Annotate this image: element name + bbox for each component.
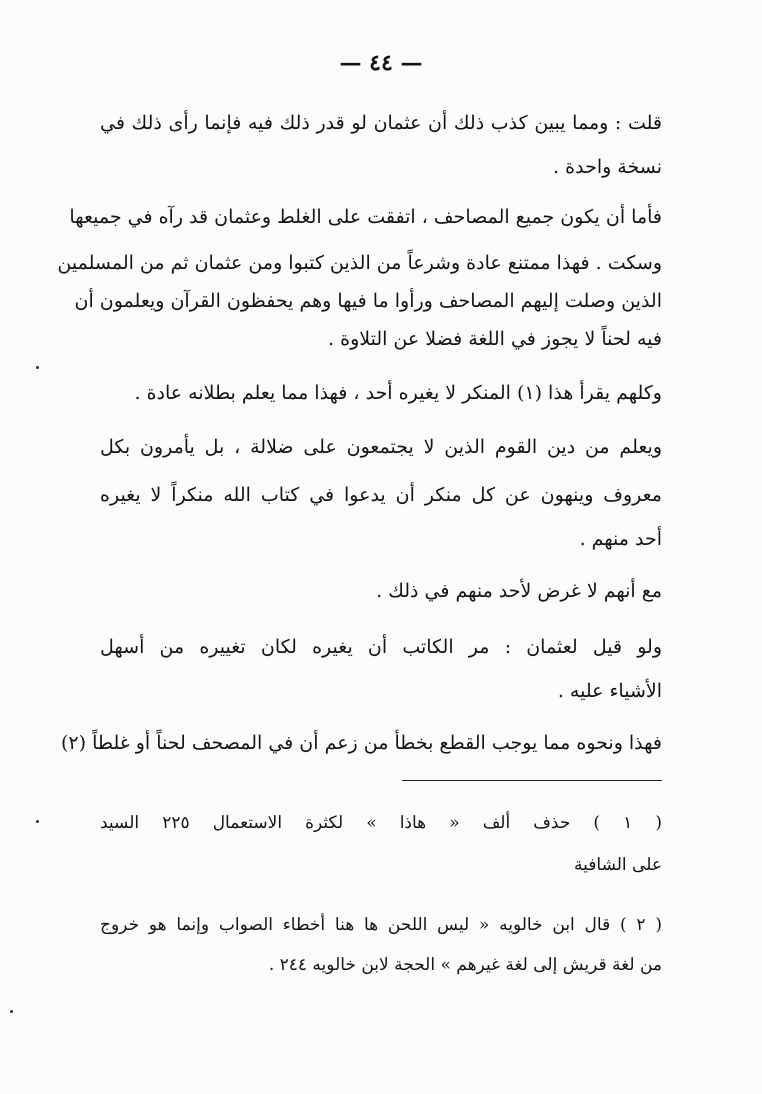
text-line: ولو قيل لعثمان : مر الكاتب أن يغيره لكان تغييره من أسهل [100,636,662,658]
text-line: معروف وينهون عن كل منكر أن يدعوا في كتاب الله منكراً لا يغيره [100,484,662,506]
text-line: فأما أن يكون جميع المصاحف ، اتفقت على الغلط وعثمان قد رآه في جميعها [69,206,662,228]
text-line: أحد منهم . [579,528,662,550]
page-number: — ٤٤ — [339,50,423,76]
scan-speck [36,820,39,823]
text-line: وكلهم يقرأ هذا (١) المنكر لا يغيره أحد ، فهذا مما يعلم بطلانه عادة . [134,382,662,404]
footnote-separator [402,780,662,781]
footnote-line: ( ٢ ) قال ابن خالويه « ليس اللحن ها هنا أخطاء الصواب وإنما هو خروج [100,915,662,935]
scan-speck [10,1010,13,1013]
text-line: ويعلم من دين القوم الذين لا يجتمعون على ضلالة ، بل يأمرون بكل [100,436,662,458]
text-line: فيه لحناً لا يجوز في اللغة فضلا عن التلاوة . [328,328,662,350]
text-line: وسكت . فهذا ممتنع عادة وشرعاً من الذين كتبوا ومن عثمان ثم من المسلمين [57,252,662,274]
text-line: فهذا ونحوه مما يوجب القطع بخطأ من زعم أن في المصحف لحناً أو غلطاً (٢) [61,732,662,754]
text-line: نسخة واحدة . [553,156,662,178]
footnote-line: من لغة قريش إلى لغة غيرهم » الحجة لابن خالويه ٢٤٤ . [268,955,662,975]
text-line: الذين وصلت إليهم المصاحف ورأوا ما فيها وهم يحفظون القرآن ويعلمون أن [74,290,662,312]
footnote-line: على الشافية [574,855,662,875]
text-line: الأشياء عليه . [557,680,662,702]
footnote-line: ( ١ ) حذف ألف « هاذا » لكثرة الاستعمال ٢٢٥ السيد [100,813,662,833]
text-line: مع أنهم لا غرض لأحد منهم في ذلك . [376,580,662,602]
text-line: قلت : ومما يبين كذب ذلك أن عثمان لو قدر ذلك فيه فإنما رأى ذلك في [100,112,662,134]
scan-speck [36,366,39,369]
